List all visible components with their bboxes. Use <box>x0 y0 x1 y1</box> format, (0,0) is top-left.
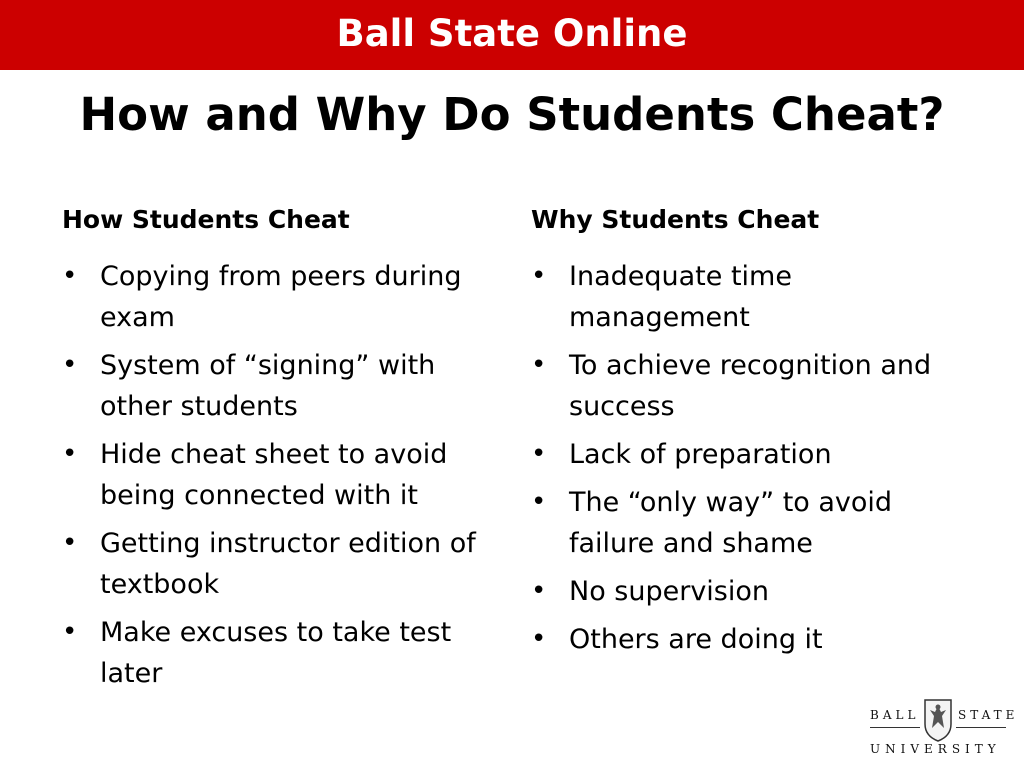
list-item <box>62 434 502 516</box>
ball-state-seal-icon <box>922 698 954 742</box>
list-item-text: Copying from peers during exam <box>100 261 462 333</box>
how-list <box>62 256 502 694</box>
list-item-text: To achieve recognition and success <box>569 350 932 422</box>
list-item <box>62 256 502 338</box>
logo-word-state: STATE <box>958 708 1019 722</box>
logo-word-ball: BALL <box>870 708 920 722</box>
bullet-icon: • <box>62 261 78 291</box>
list-item-text: Lack of preparation <box>569 439 832 470</box>
why-list <box>531 256 971 660</box>
list-item <box>531 619 971 660</box>
list-item-text: Inadequate time management <box>569 261 792 333</box>
logo-divider-left <box>870 727 920 728</box>
bullet-icon: • <box>531 624 547 654</box>
list-item-text: Make excuses to take test later <box>100 617 452 689</box>
list-item-text: The “only way” to avoid failure and shame <box>569 487 893 559</box>
how-heading: How Students Cheat <box>62 205 350 234</box>
bullet-icon: • <box>531 350 547 380</box>
list-item <box>531 571 971 612</box>
logo-word-university: UNIVERSITY <box>870 742 1001 756</box>
list-item <box>531 482 971 564</box>
bullet-icon: • <box>62 350 78 380</box>
list-item <box>62 345 502 427</box>
header-banner <box>0 0 1024 70</box>
list-item <box>531 345 971 427</box>
bullet-icon: • <box>531 439 547 469</box>
list-item <box>531 434 971 475</box>
bullet-icon: • <box>62 528 78 558</box>
bullet-icon: • <box>62 439 78 469</box>
list-item-text: Hide cheat sheet to avoid being connected with it <box>100 439 448 511</box>
bullet-icon: • <box>531 576 547 606</box>
logo-divider-right <box>956 727 1006 728</box>
slide-title: How and Why Do Students Cheat? <box>79 88 945 141</box>
list-item-text: Getting instructor edition of textbook <box>100 528 476 600</box>
list-item-text: Others are doing it <box>569 624 823 655</box>
list-item-text: System of “signing” with other students <box>100 350 436 422</box>
why-heading: Why Students Cheat <box>531 205 820 234</box>
list-item <box>531 256 971 338</box>
bullet-icon: • <box>531 487 547 517</box>
list-item <box>62 612 502 694</box>
bullet-icon: • <box>531 261 547 291</box>
how-column <box>62 202 502 701</box>
why-column <box>531 202 971 667</box>
banner-title: Ball State Online <box>336 12 688 55</box>
list-item-text: No supervision <box>569 576 770 607</box>
list-item <box>62 523 502 605</box>
university-logo <box>870 698 1019 760</box>
bullet-icon: • <box>62 617 78 647</box>
